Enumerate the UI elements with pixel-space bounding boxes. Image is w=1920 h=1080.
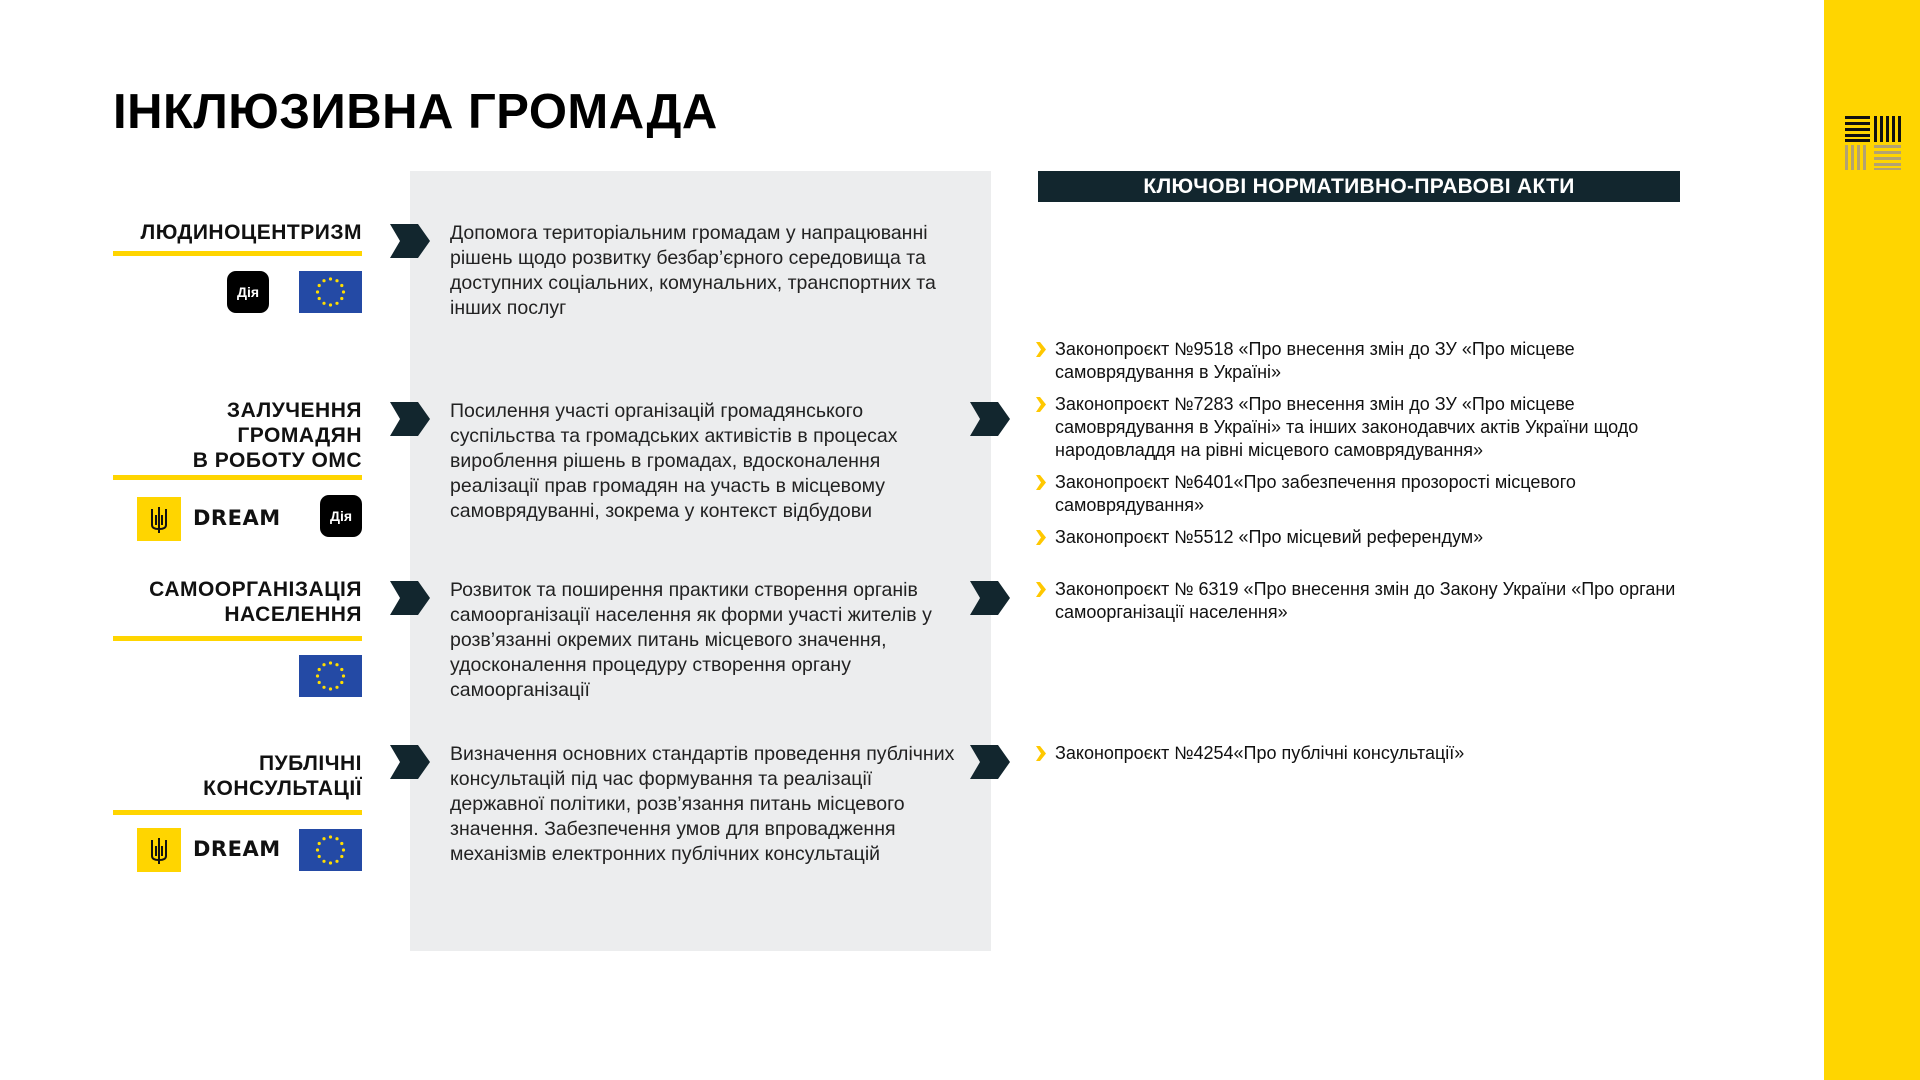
bullet-chevron-icon <box>1036 746 1046 761</box>
label-underline <box>113 810 362 815</box>
label-underline <box>113 475 362 480</box>
eu-flag-icon <box>299 271 362 313</box>
row-description: Допомога територіальним громадам у напрацюванні рішень щодо розвитку безбар’єрного середовища та доступних соціальних, комунальних, транспортних та інших послуг <box>450 222 936 319</box>
row-label-line: САМООРГАНІЗАЦІЯ <box>149 578 362 601</box>
act-text: Законопроєкт №4254«Про публічні консультації» <box>1055 743 1465 763</box>
dream-logo <box>137 497 281 541</box>
chevron-right-icon <box>390 745 430 779</box>
row-label <box>193 398 362 473</box>
bullet-chevron-icon <box>1036 582 1046 597</box>
acts-list <box>1036 578 1696 633</box>
bullet-chevron-icon <box>1036 397 1046 412</box>
diia-logo: Дія <box>320 495 362 537</box>
row-label <box>140 220 362 245</box>
row-label-line: КОНСУЛЬТАЦІЇ <box>203 777 362 800</box>
row-description: Визначення основних стандартів проведення публічних консультацій під час формування та реалізації державної політики, розв’язання питань місцевого значення. Забезпечення умов для впровадження механізмів електронних публічних консультацій <box>450 743 955 865</box>
chevron-right-icon <box>390 581 430 615</box>
row-label-line: ПУБЛІЧНІ <box>258 752 362 775</box>
act-text: Законопроєкт №9518 «Про внесення змін до ЗУ «Про місцеве самоврядування в Україні» <box>1055 339 1575 382</box>
act-item <box>1036 393 1696 462</box>
trident-icon <box>137 497 181 541</box>
page-title: ІНКЛЮЗИВНА ГРОМАДА <box>113 85 718 139</box>
row-label-line: ЗАЛУЧЕННЯ <box>226 399 362 422</box>
row-label-line: НАСЕЛЕННЯ <box>224 603 362 626</box>
act-text: Законопроєкт № 6319 «Про внесення змін до Закону України «Про органи самоорганізації населення» <box>1055 579 1676 622</box>
act-text: Законопроєкт №7283 «Про внесення змін до ЗУ «Про місцеве самоврядування в Україні» та інших законодавчих актів України щодо народовладдя на рівні місцевого самоврядування» <box>1055 394 1639 460</box>
bullet-chevron-icon <box>1036 475 1046 490</box>
row-description: Посилення участі організацій громадянського суспільства та громадських активістів в процесах вироблення рішень в громадах, вдосконалення реалізації прав громадян на участь в місцевому самоврядуванні, зокрема у контекст відбудови <box>450 400 898 522</box>
chevron-right-icon <box>970 581 1010 615</box>
act-text: Законопроєкт №5512 «Про місцевий референдум» <box>1055 527 1484 547</box>
chevron-right-icon <box>970 402 1010 436</box>
chevron-right-icon <box>390 224 430 258</box>
act-item <box>1036 742 1696 765</box>
act-item <box>1036 338 1696 384</box>
chevron-right-icon <box>390 402 430 436</box>
diia-logo: Дія <box>227 271 269 313</box>
bullet-chevron-icon <box>1036 342 1046 357</box>
chevron-right-icon <box>970 745 1010 779</box>
dream-wordmark: DREAM <box>193 506 281 530</box>
label-underline <box>113 636 362 641</box>
act-item <box>1036 526 1696 549</box>
act-item <box>1036 471 1696 517</box>
row-label <box>149 577 362 627</box>
row-label-line: В РОБОТУ ОМС <box>192 449 362 472</box>
row-label-line: ГРОМАДЯН <box>237 424 362 447</box>
eu-flag-icon <box>299 829 362 871</box>
brand-logo-icon <box>1845 116 1901 170</box>
acts-list <box>1036 338 1696 558</box>
eu-flag-icon <box>299 655 362 697</box>
row-label-line: ЛЮДИНОЦЕНТРИЗМ <box>140 221 362 244</box>
dream-wordmark: DREAM <box>193 837 281 861</box>
trident-icon <box>137 828 181 872</box>
row-label <box>203 751 362 801</box>
act-item <box>1036 578 1696 624</box>
bullet-chevron-icon <box>1036 530 1046 545</box>
key-acts-header: КЛЮЧОВІ НОРМАТИВНО-ПРАВОВІ АКТИ <box>1038 171 1680 202</box>
act-text: Законопроєкт №6401«Про забезпечення прозорості місцевого самоврядування» <box>1055 472 1576 515</box>
acts-list <box>1036 742 1696 774</box>
row-description: Розвиток та поширення практики створення органів самоорганізації населення як форми участі жителів у розв’язанні окремих питань місцевого значення, удосконалення процедуру створення органу самоорганізації <box>450 579 932 701</box>
label-underline <box>113 251 362 256</box>
dream-logo <box>137 828 281 872</box>
